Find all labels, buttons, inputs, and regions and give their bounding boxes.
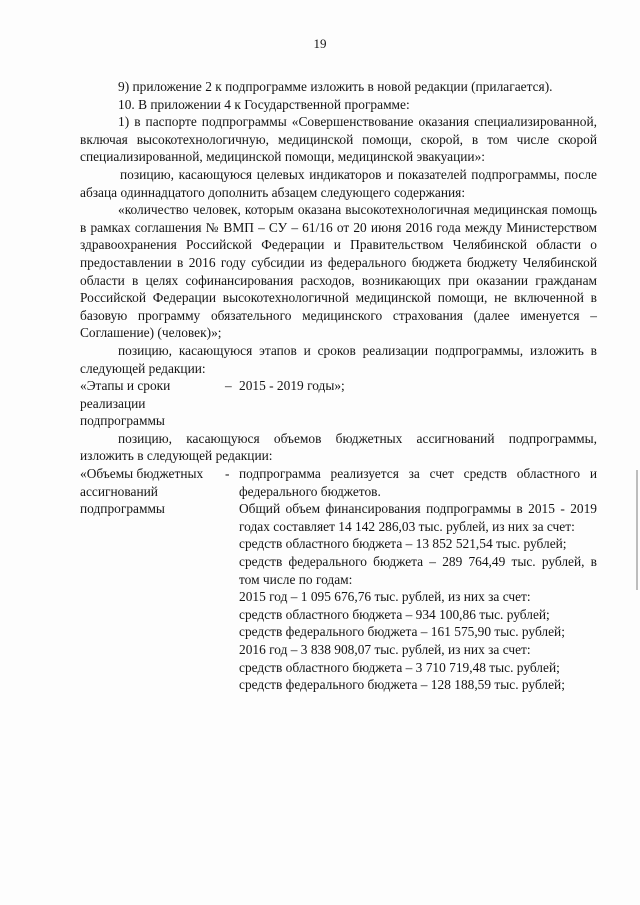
paragraph-stages: позицию, касающуюся этапов и сроков реализации подпрограммы, изложить в следующей редакции:	[80, 342, 597, 376]
paragraph-targets: позицию, касающуюся целевых индикаторов и показателей подпрограммы, после абзаца одиннадцатого дополнить абзацем следующего содержания:	[80, 166, 597, 200]
budget-line: средств областного бюджета – 3 710 719,48 тыс. рублей;	[239, 659, 560, 675]
budget-value	[239, 465, 597, 694]
paragraph-quoted-indicator: «количество человек, которым оказана высокотехнологичная медицинская помощь в рамках соглашения № ВМП – СУ – 61/16 от 20 июня 2016 года между Министерством здравоохранения Российской Федерации и Правительством Челябинской области о предоставлении в 2016 году субсидии из федерального бюджета бюджету Челябинской области в целях софинансирования расходов, возникающих при оказании гражданам Российской Федерации высокотехнологичной медицинской помощи, не включенной в базовую программу обязательного медицинского страхования (далее именуется – Соглашение) (человек)»;	[80, 202, 597, 341]
document-body	[80, 78, 597, 694]
budget-line: средств федерального бюджета – 128 188,59 тыс. рублей;	[239, 677, 565, 693]
paragraph-item-10-1: 1) в паспорте подпрограммы «Совершенствование оказания специализированной, включая высокотехнологичную, медицинской помощи, скорой, в том числе скорой специализированной, медицинской помощи, медицинской эвакуации»:	[80, 114, 597, 165]
budget-dash: -	[225, 466, 230, 482]
paragraph-item-10: 10. В приложении 4 к Государственной программе:	[118, 96, 410, 112]
budget-line: средств областного бюджета – 934 100,86 тыс. рублей;	[239, 606, 550, 622]
budget-line: подпрограмма реализуется за счет средств областного и федерального бюджетов.	[239, 466, 597, 499]
budget-line: средств федерального бюджета – 161 575,90 тыс. рублей;	[239, 624, 565, 640]
stages-value: 2015 - 2019 годы»;	[239, 378, 345, 394]
stages-label: «Этапы и сроки реализации подпрограммы	[80, 378, 171, 429]
scan-edge-mark	[636, 470, 638, 590]
paragraph-item-9: 9) приложение 2 к подпрограмме изложить в новой редакции (прилагается).	[118, 79, 553, 94]
page-number: 19	[313, 36, 327, 51]
budget-row	[80, 465, 597, 694]
budget-line: 2016 год – 3 838 908,07 тыс. рублей, из них за счет:	[239, 642, 531, 657]
paragraph-budget: позицию, касающуюся объемов бюджетных ассигнований подпрограммы, изложить в следующей редакции:	[80, 430, 597, 464]
budget-line: средств областного бюджета – 13 852 521,54 тыс. рублей;	[239, 536, 567, 552]
budget-label: «Объемы бюджетных ассигнований подпрограммы	[80, 466, 204, 517]
budget-line: средств федерального бюджета – 289 764,49 тыс. рублей, в том числе по годам:	[239, 554, 597, 587]
budget-line: 2015 год – 1 095 676,76 тыс. рублей, из них за счет:	[239, 589, 531, 605]
stages-row	[80, 377, 597, 430]
budget-line: Общий объем финансирования подпрограммы в 2015 - 2019 годах составляет 14 142 286,03 тыс. рублей, из них за счет:	[239, 501, 597, 534]
stages-dash: –	[225, 378, 232, 394]
